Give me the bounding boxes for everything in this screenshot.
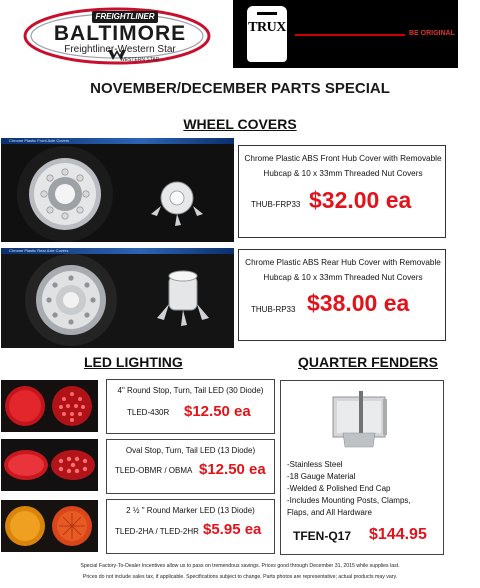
oval-led-price: $12.50 ea [199,461,266,478]
oval-red-led-icon [1,439,98,491]
front-hub-cover-description [243,151,443,181]
front-hub-cover-photo [1,138,234,242]
fender-feature: -Includes Mounting Posts, Clamps, [287,496,411,505]
front-desc-line1: Chrome Plastic ABS Front Hub Cover with Removable [244,154,442,163]
oval-led-box [106,439,275,494]
trux-tagline: BE ORIGINAL [409,30,455,37]
dealer-subtitle: Freightliner-Western Star [64,44,176,55]
fender-feature: -Welded & Polished End Cap [287,484,391,493]
front-hub-cover-price: $32.00 ea [309,187,412,213]
marker-led-photo [1,500,98,552]
baltimore-freightliner-logo [22,6,212,68]
trux-logo-panel [233,0,458,68]
round-led-description: 4" Round Stop, Turn, Tail LED (30 Diode) [117,386,264,395]
fender-feature: -18 Gauge Material [287,472,356,481]
footer-incentive-note: Special Factory-To-Dealer Incentives allow us to pass on tremendous savings. Prices good through December 31, 2015 while supplies last. [80,563,400,569]
front-desc-line2: Hubcap & 10 x 33mm Threaded Nut Covers [263,169,423,178]
quarter-fenders-heading: QUARTER FENDERS [298,354,439,370]
wheel-front-icon [1,144,234,242]
oval-led-photo [1,439,98,491]
quarter-fender-icon [329,389,399,451]
fender-feature: Flaps, and All Hardware [287,508,372,517]
front-photo-caption: Chrome Plastic Front Axle Covers [1,138,234,144]
fender-sku: TFEN-Q17 [293,529,352,543]
round-led-photo [1,380,98,432]
marker-led-box [106,499,275,554]
dealer-name: BALTIMORE [53,22,187,45]
led-lighting-heading: LED LIGHTING [84,354,183,370]
rear-desc-line2: Hubcap & 10 x 33mm Threaded Nut Covers [263,273,423,282]
quarter-fender-box [280,380,444,555]
fender-feature-list [287,459,443,519]
marker-led-sku: TLED-2HA / TLED-2HR [115,527,199,536]
trux-badge-icon [247,6,287,62]
fender-price: $144.95 [369,526,427,543]
footer-disclaimer: Prices do not include sales tax, if applicable. Specifications subject to change. Parts photos are representative; actual products may vary. [82,574,398,580]
front-hub-cover-box [238,145,446,238]
marker-led-icon [1,500,98,552]
wheel-rear-icon [1,254,234,348]
round-red-led-icon [1,380,98,432]
western-star-label: WESTERN STAR [120,57,160,63]
rear-photo-caption: Chrome Plastic Rear Axle Covers [1,248,234,254]
rear-hub-cover-description [243,255,443,285]
round-led-box [106,379,275,434]
rear-hub-cover-box [238,249,446,341]
page-title: NOVEMBER/DECEMBER PARTS SPECIAL [90,80,390,97]
marker-led-description: 2 ½ " Round Marker LED (13 Diode) [126,506,255,515]
freightliner-wordmark: FREIGHTLINER [92,11,158,23]
trux-mark: TRUX [248,20,286,35]
fender-feature: -Stainless Steel [287,460,343,469]
round-led-sku: TLED-430R [127,408,170,417]
rear-hub-cover-photo [1,248,234,348]
marker-led-price: $5.95 ea [203,521,262,538]
wheel-covers-heading: WHEEL COVERS [183,116,297,132]
front-hub-cover-sku: THUB-FRP33 [251,200,301,209]
trux-divider [295,34,405,36]
oval-led-sku: TLED-OBMR / OBMA [115,466,193,475]
rear-hub-cover-price: $38.00 ea [307,290,410,316]
round-led-price: $12.50 ea [184,403,251,420]
oval-led-description: Oval Stop, Turn, Tail LED (13 Diode) [125,446,256,455]
rear-hub-cover-sku: THUB-RP33 [251,305,296,314]
rear-desc-line1: Chrome Plastic ABS Rear Hub Cover with Removable [245,258,441,267]
